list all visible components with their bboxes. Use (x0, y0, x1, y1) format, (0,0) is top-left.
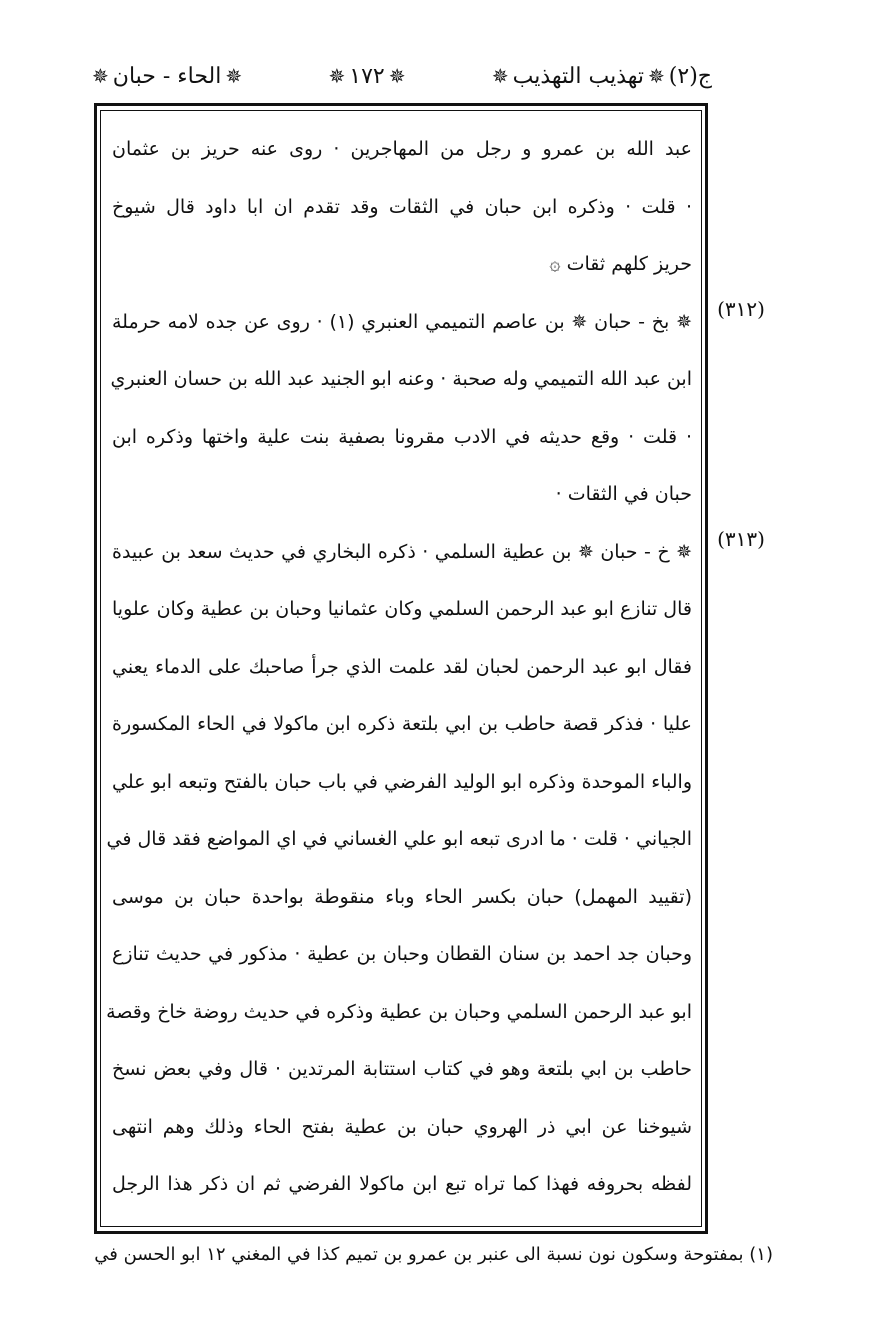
text-line: عبد الله بن عمرو و رجل من المهاجرين · روى عنه حريز بن عثمان (112, 138, 692, 160)
header-section: الحاء - حبان (112, 63, 222, 89)
text-line: حريز كلهم ثقات ۞ (549, 253, 692, 275)
footnote: (١) بمفتوحة وسكون نون نسبة الى عنبر بن عمرو بن تميم كذا في المغني ١٢ ابو الحسن في (94, 1244, 773, 1265)
text-line: شيوخنا عن ابي ذر الهروي حبان بن عطية بفتح الحاء وذلك وهم انتهى (112, 1115, 692, 1138)
text-line: ✵ بخ - حبان ✵ بن عاصم التميمي العنبري (١) · روى عن جده لامه حرملة (112, 310, 692, 333)
text-line: ابو عبد الرحمن السلمي وحبان بن عطية وذكره في حديث روضة خاخ وقصة (106, 1000, 692, 1023)
text-line: عليا · فذكر قصة حاطب بن ابي بلتعة ذكره ابن ماكولا في الحاء المكسورة (112, 713, 692, 735)
ornament-icon: ✵ (491, 64, 509, 88)
header-page-group (329, 64, 406, 89)
text-line: لفظه بحروفه فهذا كما تراه تبع ابن ماكولا الفرضي ثم ان ذكر هذا الرجل (112, 1173, 692, 1195)
text-line: · قلت · وذكره ابن حبان في الثقات وقد تقدم ان ابا داود قال شيوخ (112, 195, 692, 218)
header-volume-group (492, 64, 712, 89)
text-line: قال تنازع ابو عبد الرحمن السلمي وكان عثمانيا وحبان بن عطية وكان علويا (112, 598, 692, 620)
text-line: · قلت · وقع حديثه في الادب مقرونا بصفية بنت علية واختها وذكره ابن (112, 425, 692, 448)
text-line: ابن عبد الله التميمي وله صحبة · وعنه ابو الجنيد عبد الله بن حسان العنبري (110, 368, 692, 390)
text-line: (تقييد المهمل) حبان بكسر الحاء وباء منقوطة بواحدة حبان بن موسى (112, 885, 692, 908)
header-book-title: تهذيب التهذيب (512, 63, 645, 89)
ornament-icon: ✵ (328, 64, 346, 88)
page-header (92, 56, 712, 96)
header-volume: ج(٢) (668, 63, 712, 89)
text-line: حاطب بن ابي بلتعة وهو في كتاب استتابة المرتدين · قال وفي بعض نسخ (112, 1058, 692, 1080)
entry-number-313: (٣١٣) (717, 527, 765, 551)
ornament-icon: ✵ (92, 64, 109, 88)
text-line: والباء الموحدة وذكره ابو الوليد الفرضي في باب حبان بالفتح وتبعه ابو علي (112, 770, 692, 793)
ornament-icon: ✵ (225, 64, 243, 88)
ornament-icon: ✵ (388, 64, 406, 88)
text-line: الجياني · قلت · ما ادرى تبعه ابو علي الغساني في اي المواضع فقد قال في (106, 828, 692, 850)
ornament-icon: ✵ (648, 64, 665, 88)
text-line: حبان في الثقات · (555, 483, 692, 505)
text-line: ✵ خ - حبان ✵ بن عطية السلمي · ذكره البخاري في حديث سعد بن عبيدة (112, 540, 692, 563)
header-section-group (92, 64, 242, 89)
text-line: فقال ابو عبد الرحمن لحبان لقد علمت الذي جرأ صاحبك على الدماء يعني (112, 655, 692, 678)
text-line: وحبان جد احمد بن سنان القطان وحبان بن عطية · مذكور في حديث تنازع (112, 943, 692, 965)
page-number: ١٧٢ (349, 63, 385, 89)
entry-number-312: (٣١٢) (717, 297, 765, 321)
main-text (106, 121, 692, 1214)
